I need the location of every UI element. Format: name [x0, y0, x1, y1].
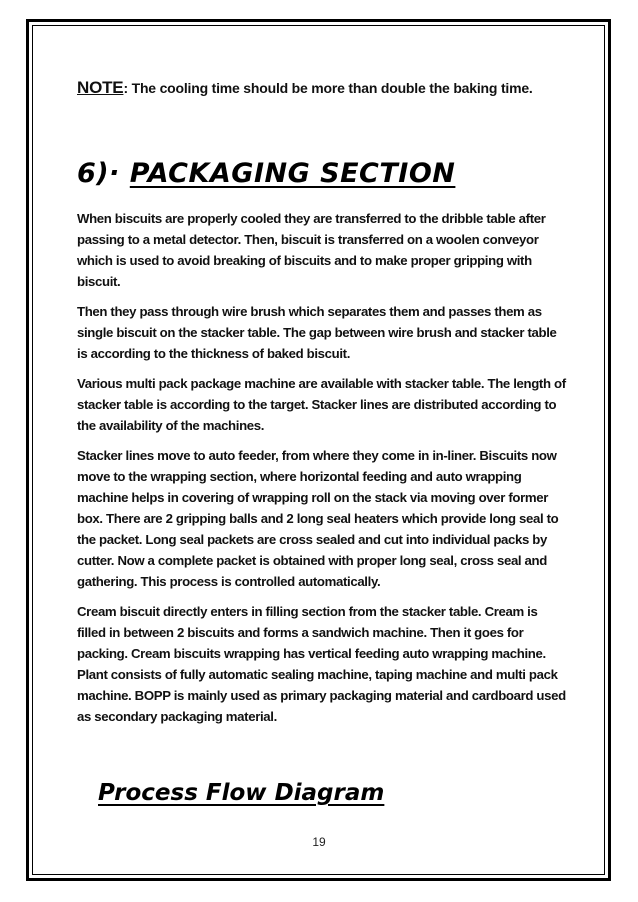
section-heading [77, 158, 455, 189]
paragraph-cream-biscuit: Cream biscuit directly enters in filling section from the stacker table. Cream is filled in between 2 biscuits and forms a sandwich machine. Then it goes for packing. Cream biscuits wrapping has vertical feeding auto wrapping machine. Plant consists of fully automatic sealing machine, taping machine and multi pack machine. BOPP is mainly used as primary packaging material and cardboard used as secondary packaging material. [77, 604, 566, 724]
process-flow-heading: Process Flow Diagram [98, 780, 385, 806]
paragraph-wire-brush: Then they pass through wire brush which separates them and passes them as single biscuit on the stacker table. The gap between wire brush and stacker table is according to the thickness of baked biscuit. [77, 304, 557, 361]
paragraph-multi-pack: Various multi pack package machine are available with stacker table. The length of stacker table is according to the target. Stacker lines are distributed according to the availability of the machines. [77, 376, 566, 433]
paragraph-dribble-table: When biscuits are properly cooled they are transferred to the dribble table after passing to a metal detector. Then, biscuit is transferred on a woolen conveyor which is used to avoid breaking of biscuits and to make proper gripping with biscuit. [77, 211, 546, 289]
body-text [77, 208, 569, 736]
section-title: PACKAGING SECTION [129, 158, 456, 189]
note-line [77, 78, 567, 98]
note-block [77, 78, 567, 98]
page-number: 19 [312, 835, 326, 849]
section-number: 6)· [77, 158, 120, 189]
paragraph-auto-feeder: Stacker lines move to auto feeder, from where they come in in-liner. Biscuits now move to the wrapping section, where horizontal feeding and auto wrapping machine helps in covering of wrapping roll on the stack via moving over former box. There are 2 gripping balls and 2 long seal heaters which provide long seal to the packet. Long seal packets are cross sealed and cut into individual packs by cutter. Now a complete packet is obtained with proper long seal, cross seal and gathering. This process is controlled automatically. [77, 448, 559, 589]
note-text: : The cooling time should be more than double the baking time. [123, 80, 533, 96]
note-label: NOTE [77, 78, 124, 97]
